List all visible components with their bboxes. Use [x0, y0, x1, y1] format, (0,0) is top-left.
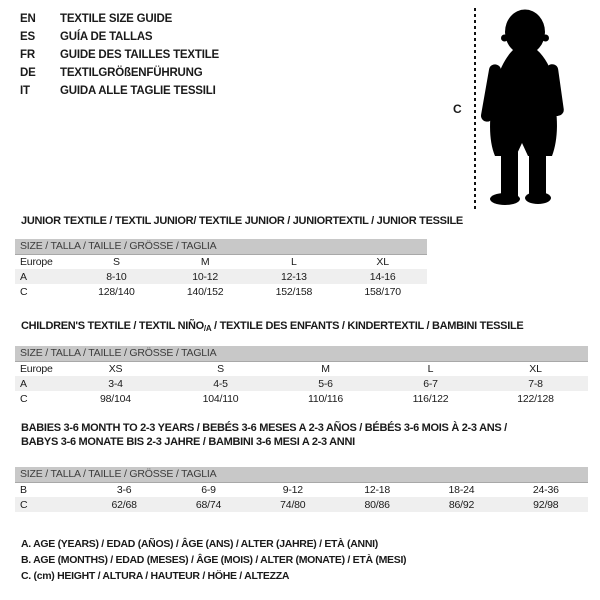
size-header-label: SIZE / TALLA / TAILLE / GRÖSSE / TAGLIA	[15, 239, 427, 254]
language-code: FR	[20, 49, 35, 61]
size-header-bar	[15, 239, 427, 254]
size-cell: 110/116	[308, 392, 343, 405]
size-cell: XL	[376, 255, 389, 268]
children-title-post: / TEXTILE DES ENFANTS / KINDERTEXTIL / BAMBINI TESSILE	[211, 320, 524, 332]
size-cell: 140/152	[186, 285, 224, 298]
size-cell: 24-36	[532, 483, 559, 496]
babies-size-table	[15, 467, 588, 512]
table-row-height	[15, 391, 588, 406]
babies-section-title	[21, 421, 507, 449]
legend-notes	[21, 536, 406, 584]
size-cell: 86/92	[419, 497, 503, 512]
children-title-pre: CHILDREN'S TEXTILE / TEXTIL NIÑO	[21, 320, 204, 332]
size-cell: 8-10	[72, 269, 161, 284]
size-cell: 80/86	[335, 497, 419, 512]
size-cell: 3-6	[116, 483, 132, 496]
language-code: EN	[20, 13, 36, 25]
table-row-europe	[15, 254, 427, 269]
language-list	[20, 10, 219, 100]
language-code: ES	[20, 31, 35, 43]
table-row-height	[15, 497, 588, 512]
height-measure-dashed-line	[474, 8, 476, 210]
size-cell: L	[291, 255, 297, 268]
size-cell: 12-13	[250, 269, 339, 284]
size-cell: S	[112, 255, 120, 268]
babies-title-line1: BABIES 3-6 MONTH TO 2-3 YEARS / BEBÉS 3-6 MESES A 2-3 AÑOS / BÉBÉS 3-6 MOIS À 2-3 ANS /	[21, 422, 507, 434]
junior-section-title: JUNIOR TEXTILE / TEXTIL JUNIOR/ TEXTILE JUNIOR / JUNIORTEXTIL / JUNIOR TESSILE	[21, 215, 463, 227]
row-label: Europe	[20, 255, 53, 268]
size-cell: 3-4	[63, 376, 168, 391]
table-row-age-months	[15, 482, 588, 497]
children-title-subscript: /A	[203, 324, 212, 333]
size-cell: 6-7	[378, 376, 483, 391]
size-cell: 122/128	[517, 392, 554, 405]
size-cell: XL	[529, 362, 542, 375]
language-title: TEXTILE SIZE GUIDE	[60, 13, 173, 25]
note-height-cm: C. (cm) HEIGHT / ALTURA / HAUTEUR / HÖHE / ALTEZZA	[21, 570, 290, 582]
language-title: GUIDA ALLE TAGLIE TESSILI	[60, 85, 216, 97]
language-row	[20, 46, 219, 64]
language-row	[20, 10, 219, 28]
babies-title-line2: BABYS 3-6 MONATE BIS 2-3 JAHRE / BAMBINI 3-6 MESI A 2-3 ANNI	[21, 436, 355, 448]
language-row	[20, 82, 219, 100]
size-cell: 152/158	[275, 285, 313, 298]
row-label: C	[20, 285, 28, 298]
table-row-age	[15, 269, 427, 284]
language-title: TEXTILGRÖßENFÜHRUNG	[60, 67, 203, 79]
height-measure-label: C	[453, 102, 462, 116]
size-cell: 68/74	[166, 497, 250, 512]
table-row-height	[15, 284, 427, 299]
children-section-title	[21, 320, 523, 333]
size-cell: 158/170	[364, 285, 401, 298]
language-row	[20, 28, 219, 46]
size-cell: 14-16	[338, 269, 427, 284]
row-label: A	[15, 269, 72, 284]
row-label: A	[15, 376, 63, 391]
size-cell: 12-18	[364, 483, 391, 496]
row-label: Europe	[20, 362, 53, 375]
size-cell: L	[427, 362, 434, 375]
size-cell: 92/98	[504, 497, 588, 512]
size-cell: 6-9	[201, 483, 216, 496]
note-age-years: A. AGE (YEARS) / EDAD (AÑOS) / ÂGE (ANS) / ALTER (JAHRE) / ETÀ (ANNI)	[21, 538, 378, 550]
size-cell: 74/80	[251, 497, 335, 512]
size-cell: 62/68	[82, 497, 166, 512]
size-cell: 128/140	[98, 285, 135, 298]
size-cell: 104/110	[202, 392, 239, 405]
table-row-europe	[15, 361, 588, 376]
note-age-months: B. AGE (MONTHS) / EDAD (MESES) / ÂGE (MOIS) / ALTER (MONATE) / ETÀ (MESI)	[21, 554, 407, 566]
row-label: C	[15, 497, 82, 512]
size-cell: 116/122	[412, 392, 449, 405]
size-cell: 98/104	[100, 392, 131, 405]
size-cell: 10-12	[161, 269, 250, 284]
baby-silhouette-icon	[479, 6, 567, 206]
size-cell: S	[217, 362, 224, 375]
size-cell: 9-12	[282, 483, 303, 496]
language-title: GUÍA DE TALLAS	[60, 31, 153, 43]
size-header-label: SIZE / TALLA / TAILLE / GRÖSSE / TAGLIA	[15, 346, 588, 361]
row-label: C	[20, 392, 28, 405]
language-code: DE	[20, 67, 36, 79]
language-row	[20, 64, 219, 82]
size-cell: M	[200, 255, 210, 268]
table-row-age	[15, 376, 588, 391]
size-cell: 5-6	[273, 376, 378, 391]
language-code: IT	[20, 85, 30, 97]
size-header-bar	[15, 467, 588, 482]
junior-size-table	[15, 239, 427, 299]
size-header-label: SIZE / TALLA / TAILLE / GRÖSSE / TAGLIA	[15, 467, 588, 482]
size-cell: 18-24	[448, 483, 475, 496]
size-header-bar	[15, 346, 588, 361]
size-cell: 7-8	[483, 376, 588, 391]
children-size-table	[15, 346, 588, 406]
size-cell: M	[321, 362, 330, 375]
size-cell: XS	[108, 362, 123, 375]
size-cell: 4-5	[168, 376, 273, 391]
language-title: GUIDE DES TAILLES TEXTILE	[60, 49, 219, 61]
row-label: B	[20, 483, 27, 496]
